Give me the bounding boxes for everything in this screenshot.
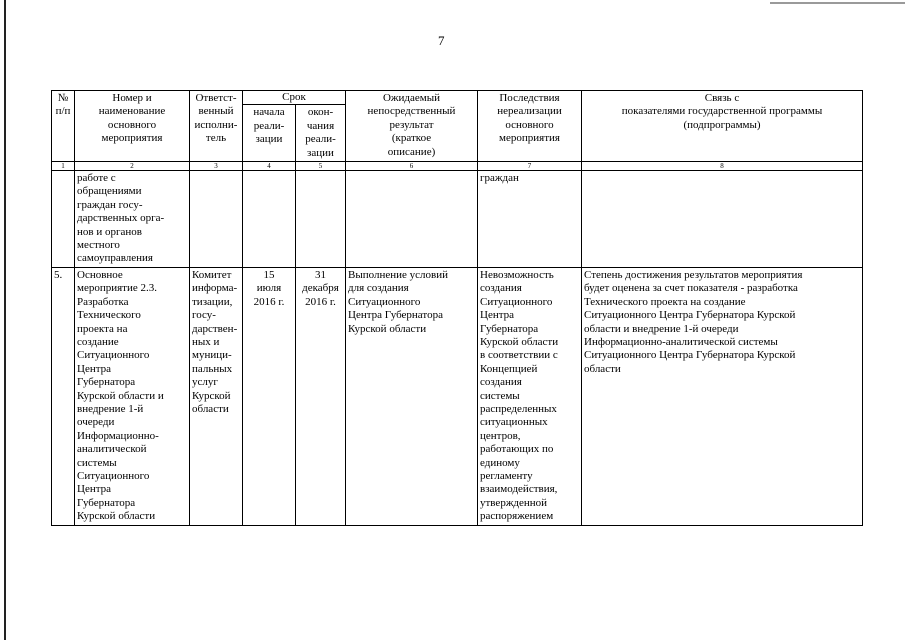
text-line: зации bbox=[255, 133, 283, 146]
text-line: непосредственный bbox=[367, 105, 456, 118]
text-line: нереализации bbox=[497, 105, 562, 118]
text-line: (подпрограммы) bbox=[683, 118, 761, 131]
text-line: 2016 г. bbox=[305, 295, 336, 308]
text-line: Курской области bbox=[77, 510, 156, 523]
text-line: начала bbox=[253, 106, 285, 119]
column-number: 4 bbox=[243, 162, 296, 171]
text-line: Номер и bbox=[112, 92, 152, 104]
text-line: работе с bbox=[77, 172, 116, 185]
row-end bbox=[296, 171, 346, 268]
text-line: Технического проекта на создание bbox=[584, 295, 746, 308]
header-result bbox=[346, 91, 478, 162]
text-line: Последствия bbox=[499, 92, 560, 104]
row-result bbox=[346, 267, 478, 525]
column-number: 8 bbox=[582, 162, 863, 171]
text-line: области bbox=[584, 362, 621, 375]
row-end bbox=[296, 267, 346, 525]
text-line: декабря bbox=[302, 282, 339, 295]
text-line: граждан bbox=[480, 172, 519, 185]
text-line: основного bbox=[505, 118, 554, 131]
text-line: пальных bbox=[192, 362, 233, 375]
text-line: создание bbox=[77, 335, 119, 348]
column-number: 3 bbox=[190, 162, 243, 171]
text-line: реали- bbox=[305, 133, 336, 146]
row-name bbox=[75, 171, 190, 268]
row-link bbox=[582, 267, 863, 525]
text-line: Губернатора bbox=[77, 376, 136, 389]
text-line: тель bbox=[205, 132, 227, 145]
text-line: создания bbox=[480, 282, 522, 295]
text-line: Губернатора bbox=[77, 496, 136, 509]
scan-edge-left bbox=[4, 0, 6, 640]
column-number: 1 bbox=[52, 162, 75, 171]
column-number: 6 bbox=[346, 162, 478, 171]
text-line: исполни- bbox=[194, 118, 238, 131]
text-line: очереди bbox=[77, 416, 115, 429]
text-line: Разработка bbox=[77, 295, 129, 308]
row-num: 5. bbox=[52, 267, 75, 525]
text-line: распоряжением bbox=[480, 510, 554, 523]
text-line: мероприятия bbox=[499, 132, 560, 145]
text-line: проекта на bbox=[77, 322, 128, 335]
text-line: основного bbox=[107, 118, 157, 131]
text-line: взаимодействия, bbox=[480, 483, 558, 496]
text-line: аналитической bbox=[77, 443, 147, 456]
text-line: утвержденной bbox=[480, 496, 548, 509]
text-line: окон- bbox=[307, 106, 334, 119]
header-end bbox=[296, 105, 346, 162]
text-line: создания bbox=[480, 376, 522, 389]
text-line: № bbox=[57, 92, 69, 104]
text-line: Концепцией bbox=[480, 362, 538, 375]
text-line: мероприятие 2.3. bbox=[77, 282, 158, 295]
text-line: будет оценена за счет показателя - разработка bbox=[584, 282, 798, 295]
text-line: реали- bbox=[253, 119, 285, 132]
text-line: регламенту bbox=[480, 469, 533, 482]
header-consequences bbox=[478, 91, 582, 162]
header-start bbox=[243, 105, 296, 162]
row-responsible bbox=[190, 171, 243, 268]
text-line: Центра Губернатора bbox=[348, 309, 443, 322]
text-line: результат bbox=[389, 118, 434, 131]
column-number: 2 bbox=[75, 162, 190, 171]
text-line: (краткое bbox=[391, 132, 432, 145]
text-line: Информационно-аналитической системы bbox=[584, 335, 778, 348]
column-number-row bbox=[52, 162, 863, 171]
text-line: Ситуационного Центра Губернатора Курской bbox=[584, 349, 796, 362]
row-start bbox=[243, 267, 296, 525]
text-line: Губернатора bbox=[480, 322, 539, 335]
text-line: 2016 г. bbox=[253, 295, 285, 308]
row-result bbox=[346, 171, 478, 268]
row-consequences bbox=[478, 267, 582, 525]
text-line: 15 bbox=[263, 268, 275, 281]
text-line: распределенных bbox=[480, 402, 557, 415]
text-line: описание) bbox=[387, 145, 436, 158]
text-line: Ситуационного bbox=[77, 469, 150, 482]
text-line: Информационно- bbox=[77, 429, 159, 442]
table-row bbox=[52, 171, 863, 268]
measures-table bbox=[51, 90, 863, 526]
row-consequences bbox=[478, 171, 582, 268]
text-line: области и внедрение 1-й очереди bbox=[584, 322, 739, 335]
text-line: зации bbox=[307, 146, 334, 159]
text-line: нов и органов bbox=[77, 225, 142, 238]
text-line: мероприятия bbox=[101, 132, 163, 145]
text-line: обращениями bbox=[77, 185, 142, 198]
header-srok: Срок bbox=[243, 91, 346, 105]
text-line: 31 bbox=[315, 268, 326, 281]
text-line: информа- bbox=[192, 282, 238, 295]
text-line: центров, bbox=[480, 429, 521, 442]
text-line: Центра bbox=[480, 309, 515, 322]
text-line: госу- bbox=[192, 309, 216, 322]
row-name bbox=[75, 267, 190, 525]
text-line: ситуационных bbox=[480, 416, 548, 429]
row-responsible bbox=[190, 267, 243, 525]
text-line: Ситуационного bbox=[77, 349, 150, 362]
text-line: Связь с bbox=[704, 92, 740, 104]
text-line: Технического bbox=[77, 309, 141, 322]
text-line: граждан госу- bbox=[77, 198, 143, 211]
text-line: в соответствии с bbox=[480, 349, 558, 362]
text-line: Курской области bbox=[480, 335, 559, 348]
text-line: тизации, bbox=[192, 295, 233, 308]
text-line: Комитет bbox=[192, 268, 232, 281]
text-line: ных и bbox=[192, 335, 220, 348]
text-line: Ответст- bbox=[195, 92, 237, 104]
text-line: чания bbox=[306, 119, 335, 132]
text-line: Ситуационного bbox=[480, 295, 553, 308]
header-responsible bbox=[190, 91, 243, 162]
text-line: дарственных орга- bbox=[77, 212, 165, 225]
text-line: работающих по bbox=[480, 443, 554, 456]
header-name bbox=[75, 91, 190, 162]
text-line: Курской области и bbox=[77, 389, 164, 402]
text-line: муници- bbox=[192, 349, 232, 362]
text-line: наименование bbox=[98, 105, 166, 118]
scan-edge-top bbox=[770, 2, 905, 4]
text-line: Центра bbox=[77, 483, 112, 496]
text-line: п/п bbox=[55, 105, 71, 118]
text-line: Центра bbox=[77, 362, 112, 375]
page-number: 7 bbox=[438, 33, 445, 48]
text-line: для создания bbox=[348, 282, 409, 295]
text-line: Курской bbox=[192, 389, 231, 402]
text-line: Ситуационного Центра Губернатора Курской bbox=[584, 309, 796, 322]
text-line: области bbox=[192, 402, 229, 415]
text-line: системы bbox=[480, 389, 520, 402]
table-row bbox=[52, 267, 863, 525]
text-line: Ожидаемый bbox=[382, 92, 441, 104]
text-line: июля bbox=[256, 282, 282, 295]
text-line: дарствен- bbox=[192, 322, 238, 335]
column-number: 7 bbox=[478, 162, 582, 171]
text-line: Курской области bbox=[348, 322, 427, 335]
text-line: системы bbox=[77, 456, 117, 469]
row-num bbox=[52, 171, 75, 268]
column-number: 5 bbox=[296, 162, 346, 171]
text-line: показателями государственной программы bbox=[621, 105, 823, 118]
text-line: венный bbox=[198, 105, 234, 118]
text-line: Ситуационного bbox=[348, 295, 421, 308]
header-row-1 bbox=[52, 91, 863, 105]
text-line: Основное bbox=[77, 268, 123, 281]
text-line: Выполнение условий bbox=[348, 268, 448, 281]
header-link bbox=[582, 91, 863, 162]
text-line: услуг bbox=[192, 376, 218, 389]
row-start bbox=[243, 171, 296, 268]
header-num bbox=[52, 91, 75, 162]
text-line: Невозможность bbox=[480, 268, 554, 281]
text-line: местного bbox=[77, 239, 120, 252]
text-line: единому bbox=[480, 456, 520, 469]
text-line: самоуправления bbox=[77, 252, 153, 265]
text-line: Степень достижения результатов мероприятия bbox=[584, 268, 803, 281]
row-link bbox=[582, 171, 863, 268]
text-line: внедрение 1-й bbox=[77, 402, 144, 415]
